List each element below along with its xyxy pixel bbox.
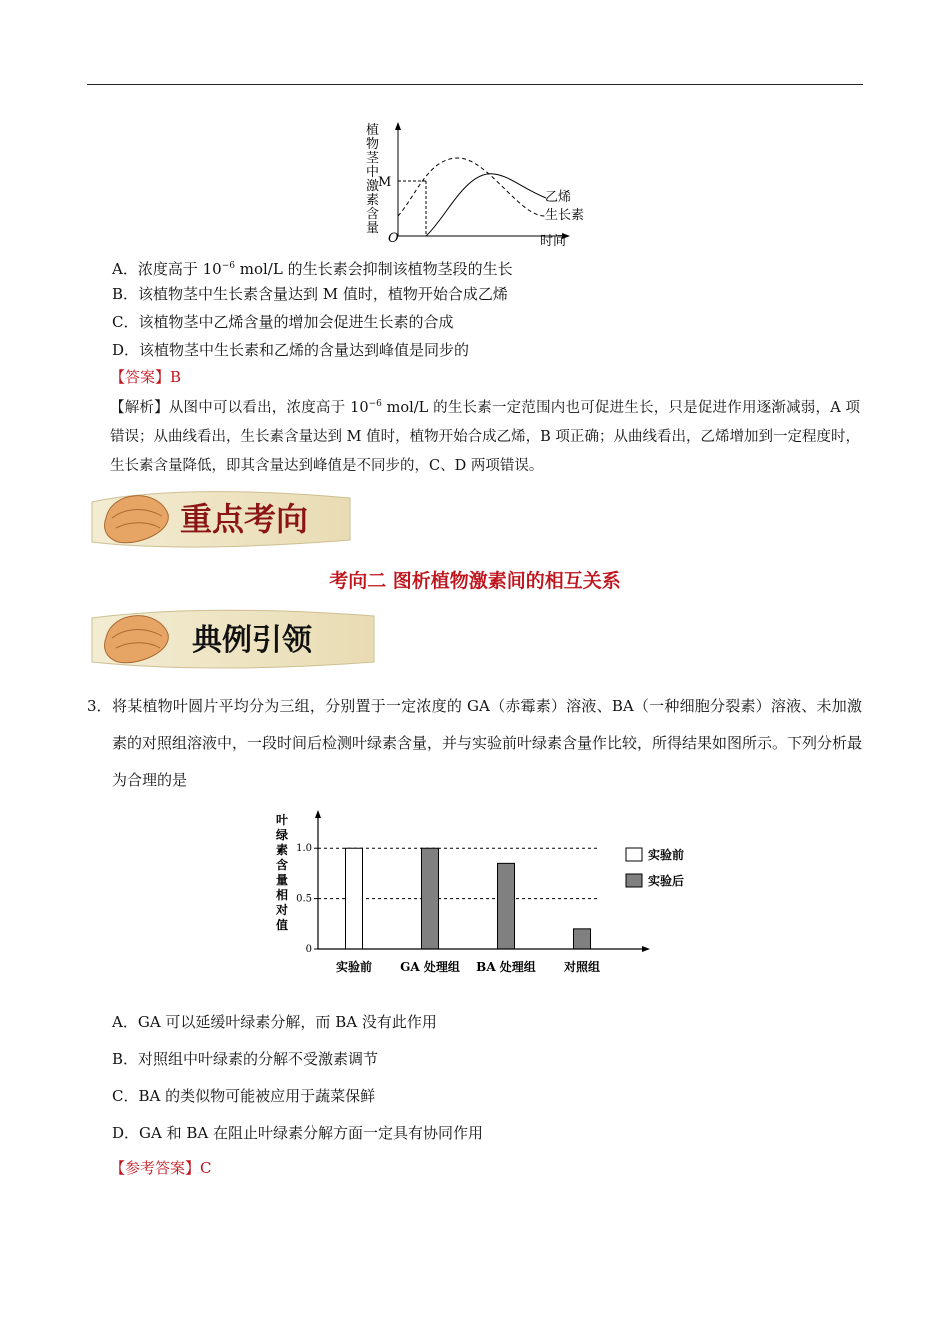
q3-option-b: B．对照组中叶绿素的分解不受激素调节: [112, 1050, 379, 1068]
figure1-ylabel-char: 物: [366, 137, 380, 152]
section-title: 考向二 图析植物激素间的相互关系: [329, 570, 621, 592]
hormone-curve-figure: [360, 118, 600, 250]
q2-option-c: C．该植物茎中乙烯含量的增加会促进生长素的合成: [112, 313, 454, 331]
chart-ylabel-char: 叶: [276, 813, 289, 827]
auxin-label: 生长素: [545, 208, 585, 223]
header-rule: [87, 84, 863, 85]
chart-ylabel: [275, 813, 289, 932]
figure1-m-label: M: [378, 175, 392, 190]
figure1-ylabel-char: 茎: [366, 151, 380, 166]
figure1-ylabel-char: 含: [366, 207, 380, 222]
ethylene-label: 乙烯: [545, 190, 572, 205]
key-direction-banner: [88, 484, 358, 552]
legend-swatch: [626, 874, 642, 887]
q3-option-c: C．BA 的类似物可能被应用于蔬菜保鲜: [112, 1087, 376, 1105]
q2-answer: 【答案】B: [110, 368, 182, 386]
banner1-title: 重点考向: [180, 500, 309, 538]
figure1-ylabel-char: 激: [366, 179, 380, 194]
chart-xtick-label: GA 处理组: [400, 960, 460, 974]
legend-label: 实验前: [648, 848, 685, 862]
example-banner: [88, 604, 382, 672]
ethylene-curve: [426, 174, 546, 236]
q2-option-a: A．浓度高于 $10^{-6}$ mol/L 的生长素会抑制该植物茎段的生长: [112, 260, 513, 278]
chart-xtick-label: BA 处理组: [476, 960, 536, 974]
chart-y-arrow: [315, 810, 321, 818]
chart-ylabel-char: 含: [276, 858, 289, 872]
bar-3: [574, 929, 591, 949]
chart-ytick-label: 1.0: [296, 843, 312, 855]
chart-ylabel-char: 量: [276, 873, 289, 887]
q3-option-a: A．GA 可以延缓叶绿素分解，而 BA 没有此作用: [112, 1013, 437, 1031]
chart-ytick-label: 0: [305, 944, 312, 955]
chart-x-arrow: [642, 946, 650, 952]
figure1-ylabel-char: 中: [366, 165, 380, 180]
bar-1: [422, 848, 439, 949]
legend-swatch: [626, 848, 642, 861]
figure1-xlabel: 时间: [540, 234, 567, 249]
chart-xtick-label: 实验前: [335, 960, 373, 974]
figure1-ylabel-char: 量: [366, 221, 380, 236]
chart-ylabel-char: 绿: [276, 828, 289, 842]
bar-0: [346, 848, 363, 949]
legend-label: 实验后: [648, 874, 685, 888]
bar-2: [498, 863, 515, 949]
chart-ylabel-char: 相: [276, 888, 289, 902]
q3-number: 3．: [87, 697, 112, 715]
q3-answer: 【参考答案】C: [110, 1159, 212, 1177]
figure1-ylabel-char: 植: [366, 123, 380, 138]
q2-option-b: B．该植物茎中生长素含量达到 M 值时，植物开始合成乙烯: [112, 285, 508, 303]
chart-ylabel-char: 值: [276, 918, 289, 932]
chlorophyll-bar-chart: [268, 808, 708, 984]
figure1-y-arrow: [395, 122, 401, 130]
q3-option-d: D．GA 和 BA 在阻止叶绿素分解方面一定具有协同作用: [112, 1124, 484, 1142]
banner2-title: 典例引领: [192, 623, 312, 658]
chart-ylabel-char: 素: [276, 843, 289, 857]
q2-option-d: D．该植物茎中生长素和乙烯的含量达到峰值是同步的: [112, 341, 470, 359]
chart-ylabel-char: 对: [276, 903, 289, 917]
figure1-origin: O: [388, 231, 399, 246]
q2-analysis: 【解析】从图中可以看出，浓度高于 $10^{-6}$ mol/L 的生长素一定范围内也可促进生长，只是促进作用逐渐减弱，A 项错误；从曲线看出，生长素含量达到 M 值时，植物开始合成乙烯，B 项正确；从曲线看出，乙烯增加到一定程度时，生长素含量降低，即其含量达到峰值是不同步的，C、D 两项错误。: [110, 399, 860, 474]
q3-stem: 将某植物叶圆片平均分为三组，分别置于一定浓度的 GA（赤霉素）溶液、BA（一种细胞分裂素）溶液、未加激素的对照组溶液中，一段时间后检测叶绿素含量，并与实验前叶绿素含量作比较，所得结果如图所示。下列分析最为合理的是: [112, 697, 863, 789]
chart-ytick-label: 0.5: [296, 893, 312, 905]
chart-xtick-label: 对照组: [563, 960, 601, 974]
figure1-ylabel-char: 素: [366, 193, 380, 208]
